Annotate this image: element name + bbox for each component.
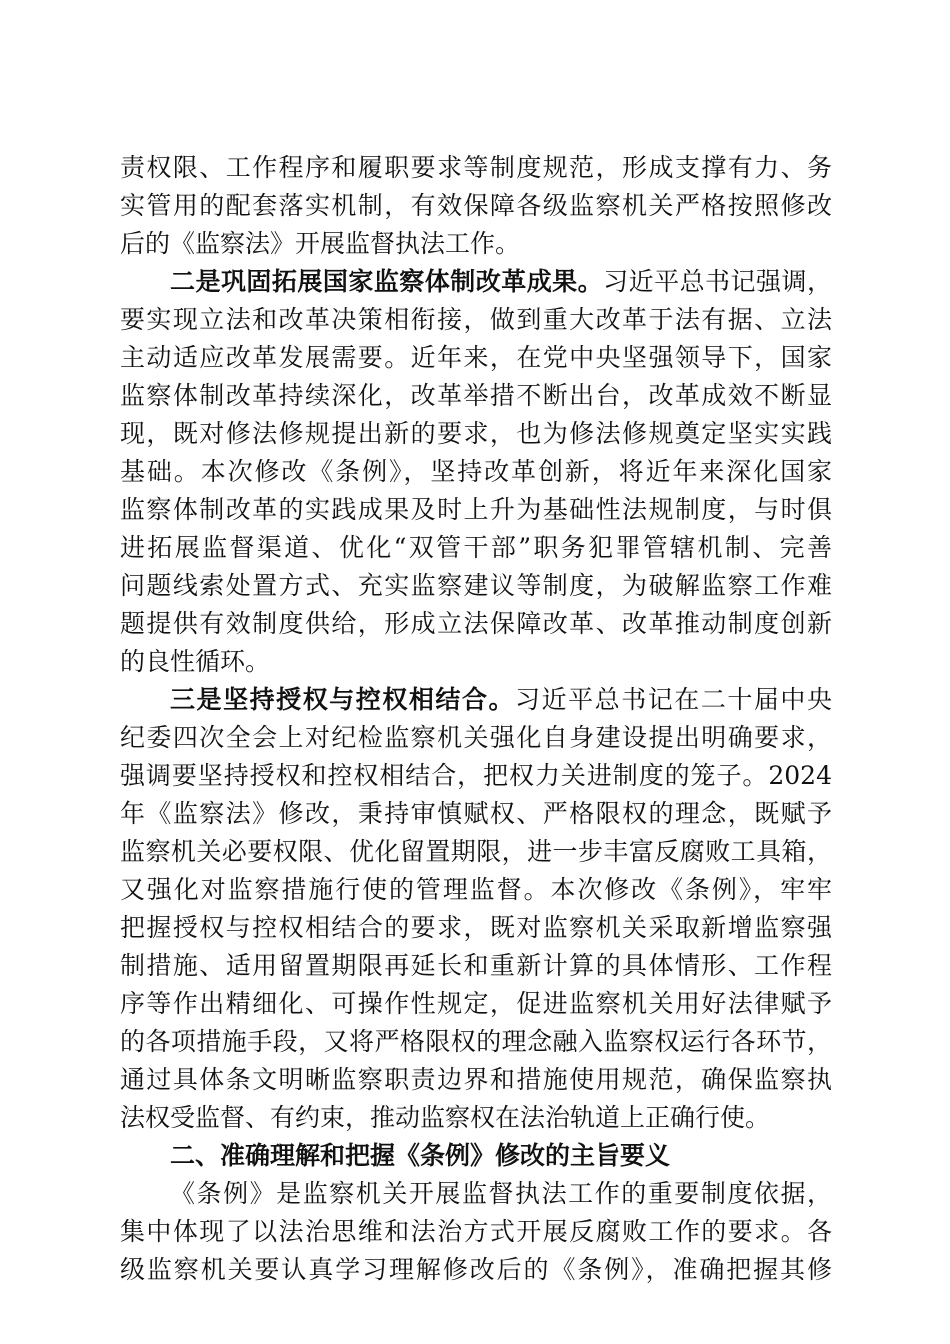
text-line: 的良性循环。 [120, 647, 271, 676]
text-line: 后的《监察法》开展监督执法工作。 [120, 229, 521, 258]
text-line: 题提供有效制度供给，形成立法保障改革、改革推动制度创新 [120, 609, 832, 638]
text-line: 制措施、适用留置期限再延长和重新计算的具体情形、工作程 [120, 951, 832, 980]
text-line: 主动适应改革发展需要。近年来，在党中央坚强领导下，国家 [120, 343, 832, 372]
section-heading: 二、准确理解和把握《条例》修改的主旨要义 [170, 1141, 671, 1170]
paragraph-text: 习近平总书记强调， [603, 267, 832, 296]
text-line: 集中体现了以法治思维和法治方式开展反腐败工作的要求。各 [120, 1217, 832, 1246]
text-line: 要实现立法和改革决策相衔接，做到重大改革于法有据、立法 [120, 305, 832, 334]
text-line: 的各项措施手段，又将严格限权的理念融入监察权运行各环节， [120, 1027, 832, 1056]
text-line: 级监察机关要认真学习理解修改后的《条例》，准确把握其修 [120, 1255, 832, 1284]
text-line: 问题线索处置方式、充实监察建议等制度，为破解监察工作难 [120, 571, 832, 600]
text-line: 法权受监督、有约束，推动监察权在法治轨道上正确行使。 [120, 1103, 771, 1132]
paragraph-lead: 二是巩固拓展国家监察体制改革成果。 [170, 267, 604, 296]
paragraph-first-line: 《条例》是监察机关开展监督执法工作的重要制度依据， [170, 1179, 832, 1208]
text-line: 纪委四次全会上对纪检监察机关强化自身建设提出明确要求， [120, 723, 832, 752]
paragraph-lead: 三是坚持授权与控权相结合。 [170, 685, 516, 714]
text-line: 年《监察法》修改，秉持审慎赋权、严格限权的理念，既赋予 [120, 799, 832, 828]
text-line: 把握授权与控权相结合的要求，既对监察机关采取新增监察强 [120, 913, 832, 942]
text-line: 监察体制改革持续深化，改革举措不断出台，改革成效不断显 [120, 381, 832, 410]
text-line: 监察机关必要权限、优化留置期限，进一步丰富反腐败工具箱， [120, 837, 832, 866]
text-line: 通过具体条文明晰监察职责边界和措施使用规范，确保监察执 [120, 1065, 832, 1094]
text-line: 进拓展监督渠道、优化“双管干部”职务犯罪管辖机制、完善 [120, 533, 832, 562]
text-line: 序等作出精细化、可操作性规定，促进监察机关用好法律赋予 [120, 989, 832, 1018]
text-line: 现，既对修法修规提出新的要求，也为修法修规奠定坚实实践 [120, 419, 832, 448]
paragraph-first-line [170, 262, 832, 302]
paragraph-text: 习近平总书记在二十届中央 [515, 685, 832, 714]
text-line: 基础。本次修改《条例》，坚持改革创新，将近年来深化国家 [120, 457, 832, 486]
text-line: 又强化对监察措施行使的管理监督。本次修改《条例》，牢牢 [120, 875, 832, 904]
text-line: 责权限、工作程序和履职要求等制度规范，形成支撑有力、务 [120, 153, 832, 182]
paragraph-first-line [170, 680, 832, 720]
text-line: 强调要坚持授权和控权相结合，把权力关进制度的笼子。2024 [120, 761, 832, 790]
text-line: 监察体制改革的实践成果及时上升为基础性法规制度，与时俱 [120, 495, 832, 524]
text-line: 实管用的配套落实机制，有效保障各级监察机关严格按照修改 [120, 191, 832, 220]
